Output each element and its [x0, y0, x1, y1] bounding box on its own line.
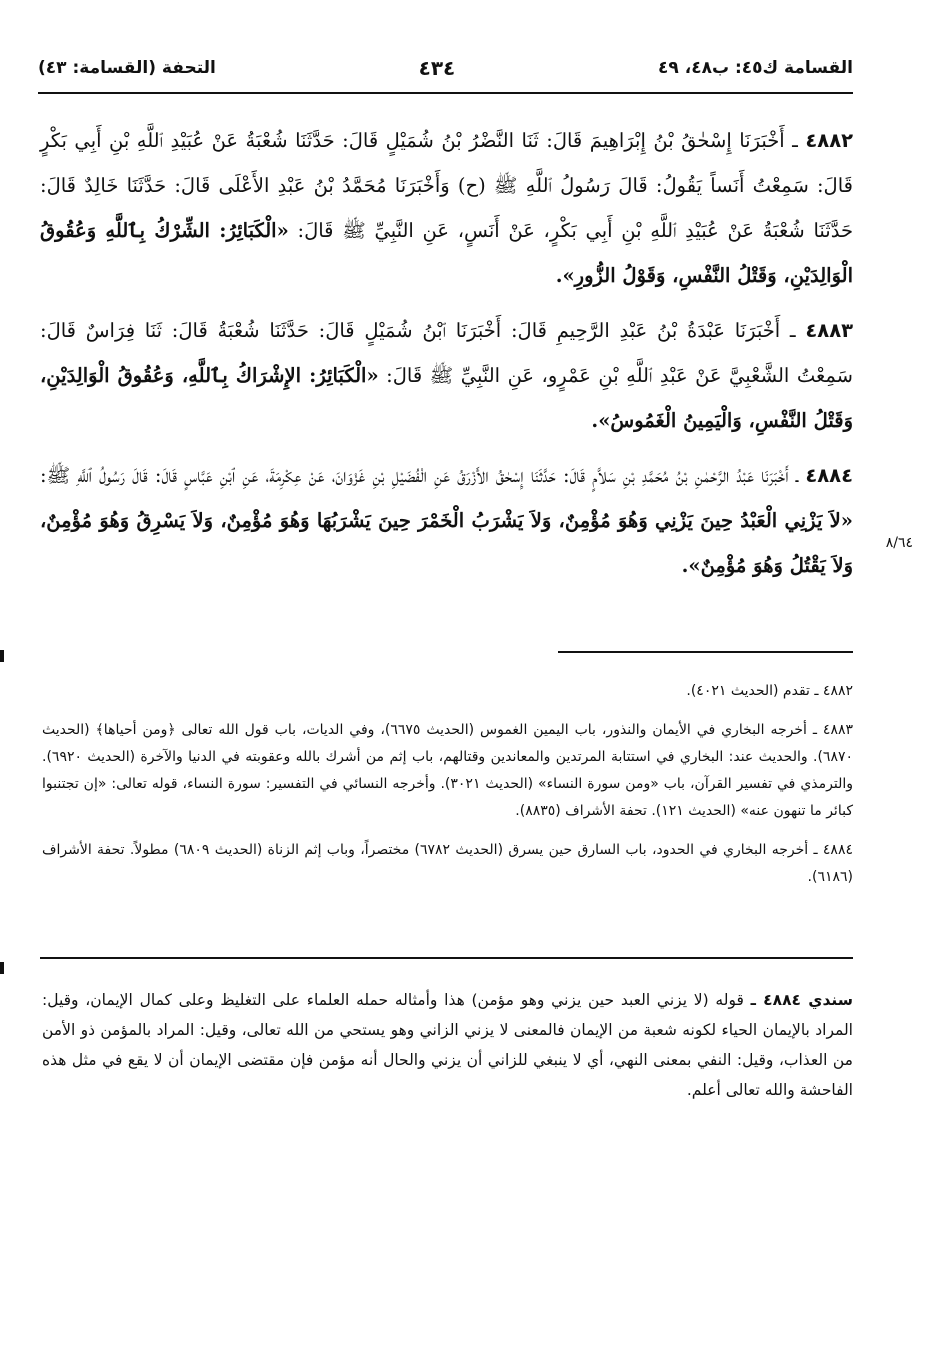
- sindi-label: سندي ٤٨٨٤ ـ: [750, 991, 853, 1009]
- footnote-4882: ٤٨٨٢ ـ تقدم (الحديث ٤٠٢١).: [686, 683, 853, 699]
- sindi-text: قوله (لا يزني العبد حين يزني وهو مؤمن) هذا وأمثاله حمله العلماء على التغليظ وعلى كمال الإيمان، وقيل: المراد بالإيمان الحياء لكونه شعبة من الإيمان فالمعنى لا يزني الزاني وهو يستحي من الله تعالى، وقيل: المراد بالمؤمن ذو الأمن من العذاب، وقيل: النفي بمعنى النهي، أي لا ينبغي للزاني أن يزني والحال أنه مؤمن فإن مقتضى الإيمان أن لا يقع في مثل هذه الفاحشة والله تعالى أعلم.: [42, 991, 853, 1099]
- scan-edge-mark: [0, 650, 4, 662]
- hadith-matn: «لاَ يَزْنِي الْعَبْدُ حِينَ يَزْنِي وَهُوَ مُؤْمِنٌ، وَلاَ يَشْرَبُ الْخَمْرَ حِينَ يَشْرَبُهَا وَهُوَ مُؤْمِنٌ، وَلاَ يَسْرِقُ وَهُوَ مُؤْمِنٌ، وَلاَ يَقْتُلُ وَهُوَ مُؤْمِنٌ».: [40, 509, 853, 577]
- scan-edge-mark: [0, 962, 4, 974]
- hadith-number: ٤٨٨٣: [805, 319, 853, 342]
- hadith-matn: «الْكَبَائِرُ: الشِّرْكُ بِٱللَّهِ وَعُقُوقُ الْوَالِدَيْنِ، وَقَتْلُ النَّفْسِ، وَقَوْلُ الزُّورِ».: [40, 219, 853, 287]
- footnote-4884: ٤٨٨٤ ـ أخرجه البخاري في الحدود، باب السارق حين يسرق (الحديث ٦٧٨٢) مختصراً، وباب إثم الزناة (الحديث ٦٨٠٩) مطولاً. تحفة الأشراف (٦١٨٦).: [42, 842, 853, 885]
- page-number: ٤٣٤: [418, 56, 456, 80]
- hadith-4884: ٤٨٨٤ ـ أَخْبَرَنَا عَبْدُ الرَّحْمٰنِ بْنُ مُحَمَّدِ بْنِ سَلاَّمٍ قَالَ: حَدَّثَنَا إِسْحٰقُ الأَزْرَقُ عَنِ الْفُضَيْلِ بْنِ غَزْوَانَ، عَنْ عِكْرِمَةَ، عَنِ ٱبْنِ عَبَّاسٍ قَالَ: قَالَ رَسُولُ ٱللَّهِ ﷺ: «لاَ يَزْنِي الْعَبْدُ حِينَ يَزْنِي وَهُوَ مُؤْمِنٌ، وَلاَ يَشْرَبُ الْخَمْرَ حِينَ يَشْرَبُهَا وَهُوَ مُؤْمِنٌ، وَلاَ يَسْرِقُ وَهُوَ مُؤْمِنٌ، وَلاَ يَقْتُلُ وَهُوَ مُؤْمِنٌ».: [40, 464, 853, 577]
- hadith-chain: أَخْبَرَنَا عَبْدُ الرَّحْمٰنِ بْنُ مُحَمَّدِ بْنِ سَلاَّمٍ قَالَ: حَدَّثَنَا إِسْحٰقُ الأَزْرَقُ عَنِ الْفُضَيْلِ بْنِ غَزْوَانَ، عَنْ عِكْرِمَةَ، عَنِ ٱبْنِ عَبَّاسٍ قَالَ: قَالَ رَسُولُ ٱللَّهِ ﷺ:: [40, 464, 789, 487]
- hadith-chain: أَخْبَرَنَا إِسْحٰقُ بْنُ إِبْرَاهِيمَ قَالَ: ثَنَا النَّضْرُ بْنُ شُمَيْلٍ قَالَ: حَدَّثَنَا شُعْبَةُ عَنْ عُبَيْدِ ٱللَّهِ بْنِ أَبِي بَكْرٍ قَالَ: سَمِعْتُ أَنَساً يَقُولُ: قَالَ رَسُولُ ٱللَّهِ ﷺ (ح) وَأَخْبَرَنَا مُحَمَّدُ بْنُ عَبْدِ الأَعْلَى قَالَ: حَدَّثَنَا خَالِدٌ قَالَ: حَدَّثَنَا شُعْبَةُ عَنْ عُبَيْدِ ٱللَّهِ بْنِ أَبِي بَكْرٍ، عَنْ أَنَسٍ، عَنِ النَّبِيِّ ﷺ قَالَ:: [40, 129, 853, 242]
- margin-volume-reference: ٨/٦٤: [885, 535, 913, 551]
- hadith-text-area: [40, 118, 853, 598]
- footnotes: [42, 678, 853, 903]
- hadith-4883: ٤٨٨٣ ـ أَخْبَرَنَا عَبْدَةُ بْنُ عَبْدِ الرَّحِيمِ قَالَ: أَخْبَرَنَا ٱبْنُ شُمَيْلٍ قَالَ: حَدَّثَنَا شُعْبَةُ قَالَ: ثَنَا فِرَاسٌ قَالَ: سَمِعْتُ الشَّعْبِيَّ عَنْ عَبْدِ ٱللَّهِ بْنِ عَمْرٍو، عَنِ النَّبِيِّ ﷺ قَالَ: «الْكَبَائِرُ: الإِشْرَاكُ بِٱللَّهِ، وَعُقُوقُ الْوَالِدَيْنِ، وَقَتْلُ النَّفْسِ، وَالْيَمِينُ الْغَمُوسُ».: [40, 319, 854, 432]
- running-header: [38, 50, 853, 86]
- hadith-matn: «الْكَبَائِرُ: الإِشْرَاكُ بِٱللَّهِ، وَعُقُوقُ الْوَالِدَيْنِ، وَقَتْلُ النَّفْسِ، وَالْيَمِينُ الْغَمُوسُ».: [40, 364, 853, 432]
- commentary-rule: [40, 957, 853, 959]
- hadith-number: ٤٨٨٤: [805, 464, 853, 487]
- footnote-4883: ٤٨٨٣ ـ أخرجه البخاري في الأيمان والنذور، باب اليمين الغموس (الحديث ٦٦٧٥)، وفي الديات، باب قول الله تعالى ﴿ومن أحياها﴾ (الحديث ٦٨٧٠). والحديث عند: البخاري في استتابة المرتدين والمعاندين وقتالهم، باب إثم من أشرك بالله وعقوبته في الدنيا والآخرة (الحديث ٦٩٢٠). والترمذي في تفسير القرآن، باب «ومن سورة النساء» (الحديث ٣٠٢١). وأخرجه النسائي في التفسير: سورة النساء، قوله تعالى: «إن تجتنبوا كبائر ما تنهون عنه» (الحديث ١٢١). تحفة الأشراف (٨٨٣٥).: [42, 722, 854, 819]
- header-chapter-ref: القسامة ك٤٥: ب٤٨، ٤٩: [658, 58, 853, 78]
- sindi-commentary: [42, 985, 853, 1105]
- hadith-4882: ٤٨٨٢ ـ أَخْبَرَنَا إِسْحٰقُ بْنُ إِبْرَاهِيمَ قَالَ: ثَنَا النَّضْرُ بْنُ شُمَيْلٍ قَالَ: حَدَّثَنَا شُعْبَةُ عَنْ عُبَيْدِ ٱللَّهِ بْنِ أَبِي بَكْرٍ قَالَ: سَمِعْتُ أَنَساً يَقُولُ: قَالَ رَسُولُ ٱللَّهِ ﷺ (ح) وَأَخْبَرَنَا مُحَمَّدُ بْنُ عَبْدِ الأَعْلَى قَالَ: حَدَّثَنَا خَالِدٌ قَالَ: حَدَّثَنَا شُعْبَةُ عَنْ عُبَيْدِ ٱللَّهِ بْنِ أَبِي بَكْرٍ، عَنْ أَنَسٍ، عَنِ النَّبِيِّ ﷺ قَالَ: «الْكَبَائِرُ: الشِّرْكُ بِٱللَّهِ وَعُقُوقُ الْوَالِدَيْنِ، وَقَتْلُ النَّفْسِ، وَقَوْلُ الزُّورِ».: [40, 129, 853, 287]
- hadith-chain: أَخْبَرَنَا عَبْدَةُ بْنُ عَبْدِ الرَّحِيمِ قَالَ: أَخْبَرَنَا ٱبْنُ شُمَيْلٍ قَالَ: حَدَّثَنَا شُعْبَةُ قَالَ: ثَنَا فِرَاسٌ قَالَ: سَمِعْتُ الشَّعْبِيَّ عَنْ عَبْدِ ٱللَّهِ بْنِ عَمْرٍو، عَنِ النَّبِيِّ ﷺ قَالَ:: [40, 319, 854, 387]
- header-rule: [38, 92, 853, 94]
- hadith-number: ٤٨٨٢: [805, 129, 853, 152]
- header-tuhfa-ref: التحفة (القسامة: ٤٣): [38, 58, 216, 78]
- footnote-rule: [558, 651, 853, 653]
